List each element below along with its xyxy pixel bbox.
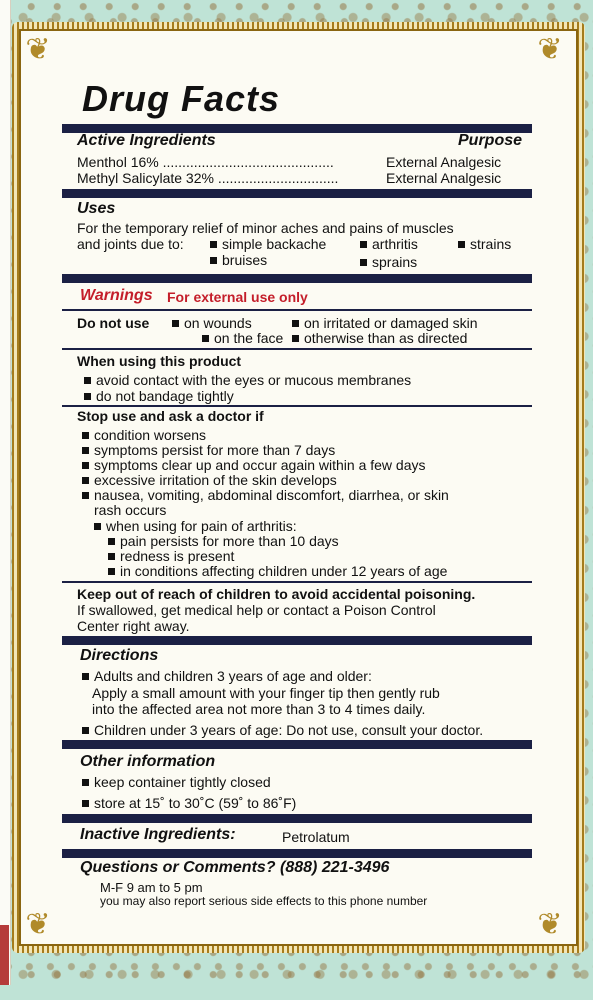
list-item: excessive irritation of the skin develops	[82, 472, 337, 488]
section-divider	[62, 189, 532, 198]
list-item: nausea, vomiting, abdominal discomfort, diarrhea, or skin	[82, 487, 449, 503]
hours-text: M-F 9 am to 5 pm	[100, 880, 203, 895]
questions-heading: Questions or Comments? (888) 221-3496	[80, 859, 390, 876]
purpose-heading: Purpose	[458, 132, 523, 149]
bullet-icon	[202, 335, 209, 342]
directions-heading: Directions	[80, 647, 159, 664]
list-item: arthritis	[360, 236, 418, 252]
keep-out-warning: Keep out of reach of children to avoid accidental poisoning.	[77, 586, 476, 602]
list-item: pain persists for more than 10 days	[108, 533, 339, 549]
report-text: you may also report serious side effects to this phone number	[100, 894, 428, 908]
active-ingredient-name: Methyl Salicylate 32% ...............................	[77, 170, 339, 186]
list-item-continuation: rash occurs	[94, 502, 167, 518]
list-item: in conditions affecting children under 12 years of age	[108, 563, 447, 579]
uses-heading: Uses	[77, 200, 116, 217]
list-item: otherwise than as directed	[292, 330, 467, 346]
section-divider	[62, 814, 532, 823]
bullet-icon	[94, 523, 101, 530]
swallow-warning: Center right away.	[77, 618, 190, 634]
section-divider	[62, 581, 532, 583]
list-item: store at 15˚ to 30˚C (59˚ to 86˚F)	[82, 795, 296, 811]
package-side-edge	[0, 0, 11, 1000]
section-divider	[62, 740, 532, 749]
when-using-heading: When using this product	[77, 353, 242, 369]
bullet-icon	[82, 673, 89, 680]
list-item: symptoms persist for more than 7 days	[82, 442, 335, 458]
bullet-icon	[82, 727, 89, 734]
do-not-use-label: Do not use	[77, 315, 150, 331]
list-item: symptoms clear up and occur again within a few days	[82, 457, 426, 473]
package-bottom-edge	[0, 985, 593, 1000]
drug-facts-title: Drug Facts	[82, 78, 281, 119]
section-divider	[62, 405, 532, 407]
drug-facts-panel	[62, 72, 532, 895]
bullet-icon	[82, 462, 89, 469]
bullet-icon	[82, 447, 89, 454]
list-item: on wounds	[172, 315, 252, 331]
inactive-ingredients-heading: Inactive Ingredients:	[80, 826, 236, 843]
list-item: sprains	[360, 254, 417, 270]
list-item: do not bandage tightly	[84, 388, 234, 404]
bullet-icon	[84, 393, 91, 400]
list-item: on irritated or damaged skin	[292, 315, 478, 331]
list-item: keep container tightly closed	[82, 774, 271, 790]
directions-text: into the affected area not more than 3 to 4 times daily.	[92, 701, 426, 717]
bullet-icon	[458, 241, 465, 248]
list-item: condition worsens	[82, 427, 206, 443]
list-item: on the face	[202, 330, 283, 346]
bullet-icon	[292, 335, 299, 342]
section-divider	[62, 309, 532, 311]
other-information-heading: Other information	[80, 753, 216, 770]
directions-text: Apply a small amount with your finger tip then gently rub	[92, 685, 440, 701]
uses-text: For the temporary relief of minor aches and pains of muscles	[77, 220, 454, 236]
swallow-warning: If swallowed, get medical help or contact a Poison Control	[77, 602, 436, 618]
bullet-icon	[82, 477, 89, 484]
bullet-icon	[108, 568, 115, 575]
inactive-ingredients-value: Petrolatum	[282, 829, 350, 845]
active-ingredients-heading: Active Ingredients	[77, 132, 216, 149]
section-divider	[62, 348, 532, 350]
list-item: simple backache	[210, 236, 326, 252]
stop-use-heading: Stop use and ask a doctor if	[77, 408, 264, 424]
active-ingredient-name: Menthol 16% ............................................	[77, 154, 334, 170]
section-divider	[62, 849, 532, 858]
bullet-icon	[172, 320, 179, 327]
bullet-icon	[82, 800, 89, 807]
bullet-icon	[82, 432, 89, 439]
list-item: redness is present	[108, 548, 234, 564]
list-item: when using for pain of arthritis:	[94, 518, 297, 534]
list-item: strains	[458, 236, 511, 252]
section-divider	[62, 636, 532, 645]
active-ingredient-purpose: External Analgesic	[386, 170, 502, 186]
bullet-icon	[292, 320, 299, 327]
bullet-icon	[82, 779, 89, 786]
bullet-icon	[210, 241, 217, 248]
list-item: avoid contact with the eyes or mucous membranes	[84, 372, 411, 388]
bullet-icon	[360, 241, 367, 248]
bullet-icon	[84, 377, 91, 384]
bullet-icon	[108, 553, 115, 560]
bullet-icon	[210, 257, 217, 264]
corner-ornament-icon: ❦	[25, 908, 51, 941]
bullet-icon	[108, 538, 115, 545]
uses-text: and joints due to:	[77, 236, 184, 252]
list-item: Children under 3 years of age: Do not use, consult your doctor.	[82, 722, 483, 738]
external-use-warning: For external use only	[167, 289, 308, 305]
active-ingredient-purpose: External Analgesic	[386, 154, 502, 170]
list-item: bruises	[210, 252, 267, 268]
corner-ornament-icon: ❦	[537, 908, 563, 941]
warnings-heading: Warnings	[80, 287, 153, 304]
corner-ornament-icon: ❦	[537, 33, 563, 66]
corner-ornament-icon: ❦	[25, 33, 51, 66]
list-item: Adults and children 3 years of age and older:	[82, 668, 372, 684]
bullet-icon	[82, 492, 89, 499]
section-divider	[62, 274, 532, 283]
bullet-icon	[360, 259, 367, 266]
